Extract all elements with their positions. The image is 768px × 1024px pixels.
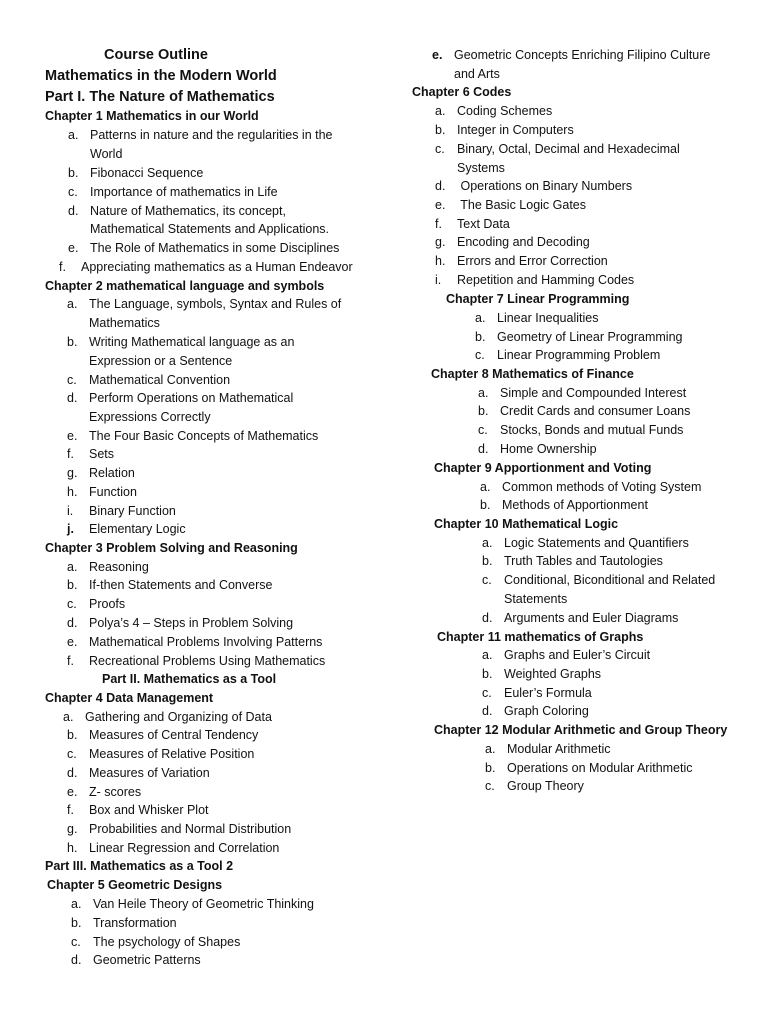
list-item: h. Linear Regression and Correlation (67, 841, 280, 855)
list-item: e. The Four Basic Concepts of Mathematics (67, 429, 319, 443)
list-item: a. Coding Schemes (435, 104, 553, 118)
list-item: h. Errors and Error Correction (435, 254, 608, 268)
list-item: h. Function (67, 485, 137, 499)
list-item: g. Relation (67, 466, 135, 480)
list-item-continued: Mathematics (89, 316, 160, 330)
list-item: a. Linear Inequalities (475, 311, 599, 325)
list-item: c. Measures of Relative Position (67, 747, 255, 761)
list-item: a. Graphs and Euler’s Circuit (482, 648, 651, 662)
list-item: a. Common methods of Voting System (480, 480, 702, 494)
list-item: b. If-then Statements and Converse (67, 578, 273, 592)
list-item: b. Credit Cards and consumer Loans (478, 404, 691, 418)
list-item: c. The psychology of Shapes (71, 935, 241, 949)
list-item: a. Reasoning (67, 560, 149, 574)
list-item: i. Repetition and Hamming Codes (435, 273, 635, 287)
list-item: c. Proofs (67, 597, 126, 611)
list-item: d. Measures of Variation (67, 766, 210, 780)
list-item: e. Geometric Concepts Enriching Filipino Culture (432, 48, 711, 62)
list-item: a. Van Heile Theory of Geometric Thinking (71, 897, 314, 911)
list-item: a. Logic Statements and Quantifiers (482, 536, 689, 550)
list-item-continued: Statements (504, 592, 568, 606)
list-item: j. Elementary Logic (67, 522, 186, 536)
list-item: e. Mathematical Problems Involving Patterns (67, 635, 323, 649)
list-item-continued: Expressions Correctly (89, 410, 211, 424)
list-item: d. Perform Operations on Mathematical (67, 391, 294, 405)
list-item: b. Integer in Computers (435, 123, 574, 137)
list-item: b. Transformation (71, 916, 177, 930)
list-item: a. Patterns in nature and the regularities in the (68, 128, 333, 142)
list-item: f. Sets (67, 447, 115, 461)
chapter-5-title: Chapter 5 Geometric Designs (47, 878, 223, 892)
list-item: b. Writing Mathematical language as an (67, 335, 295, 349)
list-item: c. Mathematical Convention (67, 373, 231, 387)
list-item-continued: and Arts (454, 67, 500, 81)
chapter-10-title: Chapter 10 Mathematical Logic (434, 517, 619, 531)
chapter-8-title: Chapter 8 Mathematics of Finance (431, 367, 634, 381)
list-item: g. Encoding and Decoding (435, 235, 590, 249)
chapter-2-title: Chapter 2 mathematical language and symbols (45, 279, 325, 293)
list-item: b. Weighted Graphs (482, 667, 602, 681)
list-item: c. Conditional, Biconditional and Related (482, 573, 716, 587)
list-item: a. Modular Arithmetic (485, 742, 611, 756)
chapter-3-title: Chapter 3 Problem Solving and Reasoning (45, 541, 298, 555)
chapter-4-title: Chapter 4 Data Management (45, 691, 214, 705)
list-item: c. Stocks, Bonds and mutual Funds (478, 423, 684, 437)
list-item-continued: Expression or a Sentence (89, 354, 233, 368)
list-item-continued: World (90, 147, 123, 161)
list-item: b. Measures of Central Tendency (67, 728, 259, 742)
list-item: b. Geometry of Linear Programming (475, 330, 683, 344)
list-item: e. Z- scores (67, 785, 142, 799)
chapter-6-title: Chapter 6 Codes (412, 85, 512, 99)
chapter-11-title: Chapter 11 mathematics of Graphs (437, 630, 644, 644)
list-item: d. Operations on Binary Numbers (435, 179, 633, 193)
list-item: a. Gathering and Organizing of Data (63, 710, 272, 724)
chapter-1-title: Chapter 1 Mathematics in our World (45, 109, 259, 123)
list-item: d. Arguments and Euler Diagrams (482, 611, 679, 625)
list-item: g. Probabilities and Normal Distribution (67, 822, 292, 836)
list-item: e. The Role of Mathematics in some Disciplines (68, 241, 340, 255)
list-item: c. Importance of mathematics in Life (68, 185, 278, 199)
list-item-continued: Mathematical Statements and Applications. (90, 222, 330, 236)
list-item: b. Truth Tables and Tautologies (482, 554, 663, 568)
list-item: d. Nature of Mathematics, its concept, (68, 204, 286, 218)
list-item: i. Binary Function (67, 504, 176, 518)
chapter-12-title: Chapter 12 Modular Arithmetic and Group Theory (434, 723, 728, 737)
list-item: c. Linear Programming Problem (475, 348, 661, 362)
part1-heading: Part I. The Nature of Mathematics (45, 89, 275, 105)
list-item: c. Euler’s Formula (482, 686, 592, 700)
list-item: c. Binary, Octal, Decimal and Hexadecimal (435, 142, 680, 156)
list-item: d. Graph Coloring (482, 704, 589, 718)
chapter-9-title: Chapter 9 Apportionment and Voting (434, 461, 652, 475)
list-item: a. Simple and Compounded Interest (478, 386, 687, 400)
course-title: Mathematics in the Modern World (45, 68, 277, 84)
list-item: d. Polya’s 4 – Steps in Problem Solving (67, 616, 294, 630)
list-item-continued: Systems (457, 161, 505, 175)
list-item: a. The Language, symbols, Syntax and Rules of (67, 297, 342, 311)
course-outline-heading: Course Outline (104, 47, 208, 63)
list-item: f. Appreciating mathematics as a Human Endeavor (59, 260, 353, 274)
list-item: c. Group Theory (485, 779, 584, 793)
list-item: d. Geometric Patterns (71, 953, 201, 967)
list-item: f. Text Data (435, 217, 510, 231)
chapter-7-title: Chapter 7 Linear Programming (446, 292, 630, 306)
part3-heading: Part III. Mathematics as a Tool 2 (45, 859, 234, 873)
list-item: f. Recreational Problems Using Mathematics (67, 654, 326, 668)
list-item: b. Methods of Apportionment (480, 498, 648, 512)
list-item: e. The Basic Logic Gates (435, 198, 587, 212)
list-item: b. Operations on Modular Arithmetic (485, 761, 693, 775)
list-item: d. Home Ownership (478, 442, 597, 456)
part2-heading: Part II. Mathematics as a Tool (102, 672, 277, 686)
list-item: f. Box and Whisker Plot (67, 803, 209, 817)
list-item: b. Fibonacci Sequence (68, 166, 204, 180)
